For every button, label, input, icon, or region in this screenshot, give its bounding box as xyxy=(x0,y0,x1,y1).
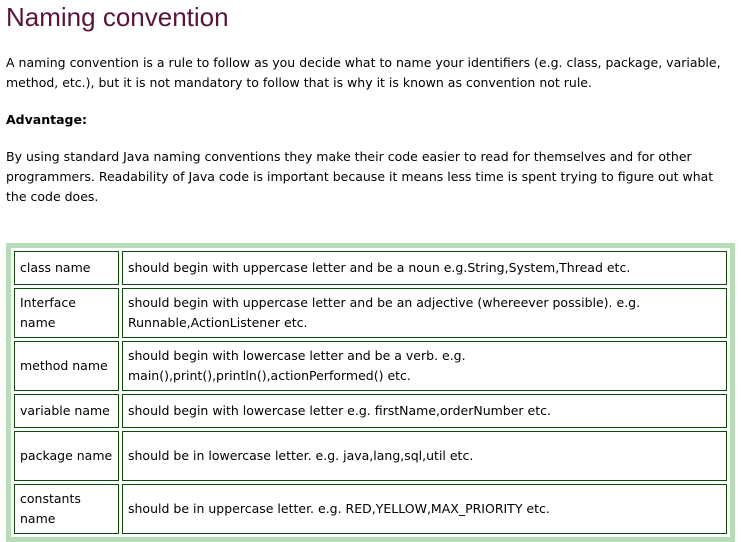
identifier-type: class name xyxy=(14,251,119,285)
advantage-heading: Advantage: xyxy=(6,112,87,127)
identifier-type: method name xyxy=(14,341,119,391)
identifier-type: package name xyxy=(14,431,119,481)
naming-rule: should begin with lowercase letter and be a verb. e.g. main(),print(),println(),actionPerformed() etc. xyxy=(122,341,727,391)
naming-rule: should begin with uppercase letter and be a noun e.g.String,System,Thread etc. xyxy=(122,251,727,285)
table-row xyxy=(14,394,727,428)
identifier-type: variable name xyxy=(14,394,119,428)
intro-paragraph: A naming convention is a rule to follow as you decide what to name your identifiers (e.g. class, package, variable, method, etc.), but it is not mandatory to follow that is why it is known as convention not rule. xyxy=(6,55,721,90)
advantage-paragraph: By using standard Java naming conventions they make their code easier to read for themselves and for other programmers. Readability of Java code is important because it means less time is spent trying to figure out what the code does. xyxy=(6,149,714,204)
table-row xyxy=(14,288,727,338)
table-row xyxy=(14,341,727,391)
identifier-type: Interface name xyxy=(14,288,119,338)
naming-rule: should begin with uppercase letter and be an adjective (whereever possible). e.g. Runnable,ActionListener etc. xyxy=(122,288,727,338)
page-title: Naming convention xyxy=(6,2,229,32)
naming-convention-table xyxy=(6,243,735,542)
naming-rule: should be in lowercase letter. e.g. java,lang,sql,util etc. xyxy=(122,431,727,481)
table-row xyxy=(14,484,727,534)
table-row xyxy=(14,251,727,285)
identifier-type: constants name xyxy=(14,484,119,534)
naming-rule: should be in uppercase letter. e.g. RED,YELLOW,MAX_PRIORITY etc. xyxy=(122,484,727,534)
naming-rule: should begin with lowercase letter e.g. firstName,orderNumber etc. xyxy=(122,394,727,428)
table-row xyxy=(14,431,727,481)
